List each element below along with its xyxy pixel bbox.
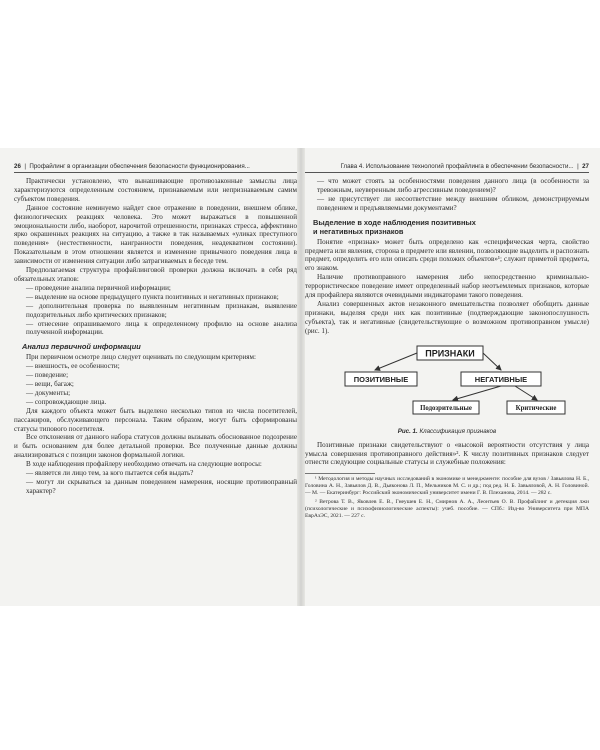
list-item: — сопровождающие лица. xyxy=(26,397,107,406)
left-running-head-text: Профайлинг в организации обеспечения безопасности функционирования... xyxy=(29,163,250,170)
paragraph: Понятие «признак» может быть определено как «специфическая черта, свойство предмета или явления, сторона в предмете или явлении, позволяющие выделить и распознать предмет, определить его или описать среди похожих объектов»¹; служит приметой предмета, его знаком. xyxy=(305,237,589,273)
diagram-suspicious-label: Подозрительные xyxy=(420,404,472,412)
list-item: — отнесение опрашиваемого лица к определенному профилю на основе анализа полученной информации. xyxy=(26,319,297,337)
right-page xyxy=(305,148,589,606)
paragraph: При первичном осмотре лицо следует оценивать по следующим критериям: xyxy=(26,353,257,362)
list-item: — документы; xyxy=(26,388,71,397)
list-item: — дополнительная проверка по выявленным негативным признакам, выявление подозрительных либо критических признаков; xyxy=(26,301,297,319)
diagram-critical-label: Критические xyxy=(515,404,557,412)
footnote-rule xyxy=(305,473,375,474)
classification-diagram xyxy=(305,340,589,426)
left-page xyxy=(14,148,297,606)
figure-caption-label: Рис. 1. xyxy=(397,427,418,435)
list-item: — вещи, багаж; xyxy=(26,380,74,389)
section-heading-line: и негативных признаков xyxy=(313,226,404,236)
book-gutter xyxy=(297,148,305,606)
right-page-number: 27 xyxy=(582,163,589,170)
paragraph: Данное состояние неминуемо найдет свое отражение в поведении, внешнем облике, физиологических реакциях человека. Это может выражаться в повышенной эмоциональности либо, наоборот, нарочитой отрешенности, признаках стресса, аффективно ярко окрашенных реакциях на ситуацию, а также в так называемых «уликах преступного поведения» (нестественности, наигранности поведения, неадекватном состоянии). Показательным в этом отношении является и изменение привычного поведения лица в зависимости от изменения ситуации либо затрагиваемых в беседе тем. xyxy=(14,203,297,266)
list-item: — могут ли скрываться за данным поведением намерения, носящие противоправный характер? xyxy=(26,478,297,495)
diagram-arrow xyxy=(483,353,501,370)
list-item: — не присутствует ли несоответствие между внешним обликом, демонстрируемым поведением и предъявляемыми документами? xyxy=(317,194,589,212)
list-item: — внешность, ее особенности; xyxy=(26,362,120,371)
section-heading: Анализ первичной информации xyxy=(22,342,141,352)
diagram-svg xyxy=(305,340,589,426)
figure-caption xyxy=(305,428,589,435)
paragraph: Анализ совершенных актов незаконного вмешательства позволяет обобщить данные признаки, выделяя среди них как позитивные (подтверждающие законопослушность субъекта), так и негативные (свидетельствующие о возможном противоправном умысле) (рис. 1). xyxy=(305,299,589,335)
section-heading xyxy=(305,218,589,236)
footnote: ¹ Методология и методы научных исследований в экономике и менеджменте: пособие для вузов / Завьялова Н. Б., Головина А. Н., Завьялов Д. В., Дьяконова Л. П., Мельников М. С. и др.; под ред. Н. Б. Завьяловой, А. Н. Головиной. — М. — Екатеринбург: Российский экономический университет имени Г. В. Плеханова, 2014. — 282 с. xyxy=(305,476,589,497)
list-item: — проведение анализа первичной информации; xyxy=(26,283,171,292)
right-running-head: Глава 4. Использование технологий профайлинга в обеспечении безопасности... | 27 xyxy=(305,162,589,173)
diagram-arrow xyxy=(453,386,501,400)
list-item: — поведение; xyxy=(26,371,69,380)
paragraph: Все отклонения от данного набора статусов должны вызывать обоснованное подозрение и быть основанием для более детальной проверки. Все полученные данные должны анализироваться с позиции законов формальной логики. xyxy=(14,433,297,460)
book-spread xyxy=(0,148,600,606)
paragraph: Позитивные признаки свидетельствуют о «высокой вероятности отсутствия у лица умысла совершения противоправного действия»². К числу позитивных признаков следует отнести следующие социальные статусы и служебные положения: xyxy=(305,440,589,467)
paragraph: Практически установлено, что вынашивающие противозаконные замыслы лица характеризуются определенным состоянием, признаваемым или непризнаваемым самим субъектом поведения. xyxy=(14,177,297,203)
paragraph: В ходе наблюдения профайлеру необходимо отвечать на следующие вопросы: xyxy=(26,460,262,469)
list-item: — выделение на основе предыдущего пункта позитивных и негативных признаков; xyxy=(26,292,279,301)
figure-caption-text: Классификация признаков xyxy=(419,427,497,435)
diagram-positive-label: ПОЗИТИВНЫЕ xyxy=(353,374,409,384)
list-item: — является ли лицо тем, за кого пытается себя выдать? xyxy=(26,469,194,478)
list-item: — что может стоять за особенностями поведения данного лица (в особенности за тревожным, неуверенным либо агрессивным поведением)? xyxy=(317,177,589,194)
right-running-head-text: Глава 4. Использование технологий профайлинга в обеспечении безопасности... xyxy=(340,163,574,170)
left-page-number: 26 xyxy=(14,163,21,170)
diagram-arrow xyxy=(375,353,417,370)
footnote: ² Ветрова Т. В., Яковлев Е. В., Гнеушев Е. Н., Смирнов А. А., Леонтьев О. В. Профайлинг и детекция лжи (психологические и психофизиологические аспекты): учеб. пособие. — СПб.: Изд-во Университета при МПА ЕврАзЭС, 2021. — 227 с. xyxy=(305,499,589,520)
paragraph: Предполагаемая структура профайлинговой проверки должна включать в себя ряд обязательных этапов: xyxy=(14,266,297,283)
left-running-head: 26 | Профайлинг в организации обеспечения безопасности функционирования... xyxy=(14,162,297,173)
paragraph: Для каждого объекта может быть выделено несколько типов из числа посетителей, пассажиров, обслуживающего персонала. Таким образом, могут быть сформированы статусы типового посетителя. xyxy=(14,406,297,433)
diagram-arrow xyxy=(515,386,537,400)
diagram-negative-label: НЕГАТИВНЫЕ xyxy=(474,374,528,384)
diagram-top-label: ПРИЗНАКИ xyxy=(425,348,475,359)
paragraph: Наличие противоправного намерения либо непосредственно криминально-террористическое поведение имеет определенный набор неотъемлемых признаков, которые для профайлера являются очевидными индикаторами такого поведения. xyxy=(305,273,589,300)
section-heading-line: Выделение в ходе наблюдения позитивных xyxy=(313,217,476,227)
